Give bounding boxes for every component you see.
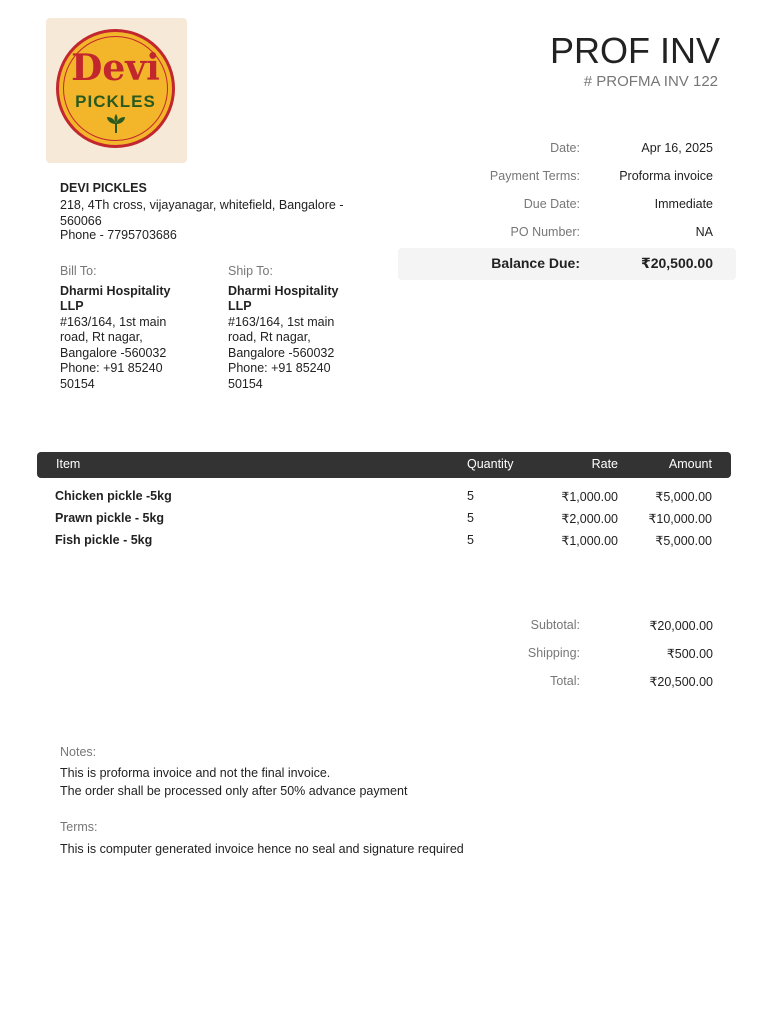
item-amount: ₹5,000.00 [655,490,712,504]
date-label: Date: [550,141,580,155]
bill-to-address: #163/164, 1st main road, Rt nagar, Bangalore -560032 Phone: +91 85240 50154 [60,315,167,391]
item-quantity: 5 [467,489,474,503]
item-name: Prawn pickle - 5kg [55,511,165,525]
date-value: Apr 16, 2025 [641,141,713,155]
company-name: DEVI PICKLES [60,181,147,195]
balance-due-label: Balance Due: [491,255,580,271]
column-header-amount: Amount [668,457,712,471]
bill-to-name: Dharmi Hospitality LLP [60,284,171,313]
shipping-value: ₹500.00 [666,647,713,661]
balance-due-value: ₹20,500.00 [640,255,713,271]
ship-to-address: #163/164, 1st main road, Rt nagar, Bangalore -560032 Phone: +91 85240 50154 [228,315,335,391]
terms-text: This is computer generated invoice hence no seal and signature required [60,842,464,856]
ship-to-name: Dharmi Hospitality LLP [228,284,339,313]
po-number-label: PO Number: [510,225,580,239]
total-label: Total: [550,674,580,688]
item-name: Fish pickle - 5kg [55,533,153,547]
column-header-item: Item [56,457,81,471]
subtotal-label: Subtotal: [530,618,580,632]
total-value: ₹20,500.00 [649,675,713,689]
ship-to-heading: Ship To: [228,264,273,278]
logo-brand-text: Devi [71,47,160,89]
item-name: Chicken pickle -5kg [55,489,172,503]
shipping-label: Shipping: [527,646,580,660]
logo-tagline-text: PICKLES [75,92,156,111]
subtotal-value: ₹20,000.00 [649,619,713,633]
notes-heading: Notes: [60,745,97,759]
company-logo [46,18,187,163]
item-amount: ₹10,000.00 [648,512,712,526]
terms-heading: Terms: [60,820,98,834]
due-date-label: Due Date: [523,197,580,211]
table-row [0,489,768,509]
item-quantity: 5 [467,511,474,525]
notes-line-2: The order shall be processed only after 50% advance payment [60,784,408,798]
item-amount: ₹5,000.00 [655,534,712,548]
payment-terms-label: Payment Terms: [489,169,580,183]
payment-terms-value: Proforma invoice [619,169,713,183]
item-rate: ₹1,000.00 [561,534,618,548]
leaf-icon [105,114,127,134]
item-rate: ₹1,000.00 [561,490,618,504]
table-row [0,533,768,553]
items-table-header [37,452,731,478]
item-quantity: 5 [467,533,474,547]
company-phone: Phone - 7795703686 [60,228,177,242]
due-date-value: Immediate [654,197,713,211]
column-header-rate: Rate [591,457,618,471]
logo-badge [56,29,175,148]
document-title: PROF INV [549,30,720,71]
po-number-value: NA [695,225,713,239]
column-header-quantity: Quantity [467,457,514,471]
table-row [0,511,768,531]
item-rate: ₹2,000.00 [561,512,618,526]
notes-line-1: This is proforma invoice and not the final invoice. [60,766,331,780]
bill-to-heading: Bill To: [60,264,97,278]
document-number: # PROFMA INV 122 [583,73,718,90]
company-address: 218, 4Th cross, vijayanagar, whitefield, Bangalore - 560066 [60,198,344,228]
